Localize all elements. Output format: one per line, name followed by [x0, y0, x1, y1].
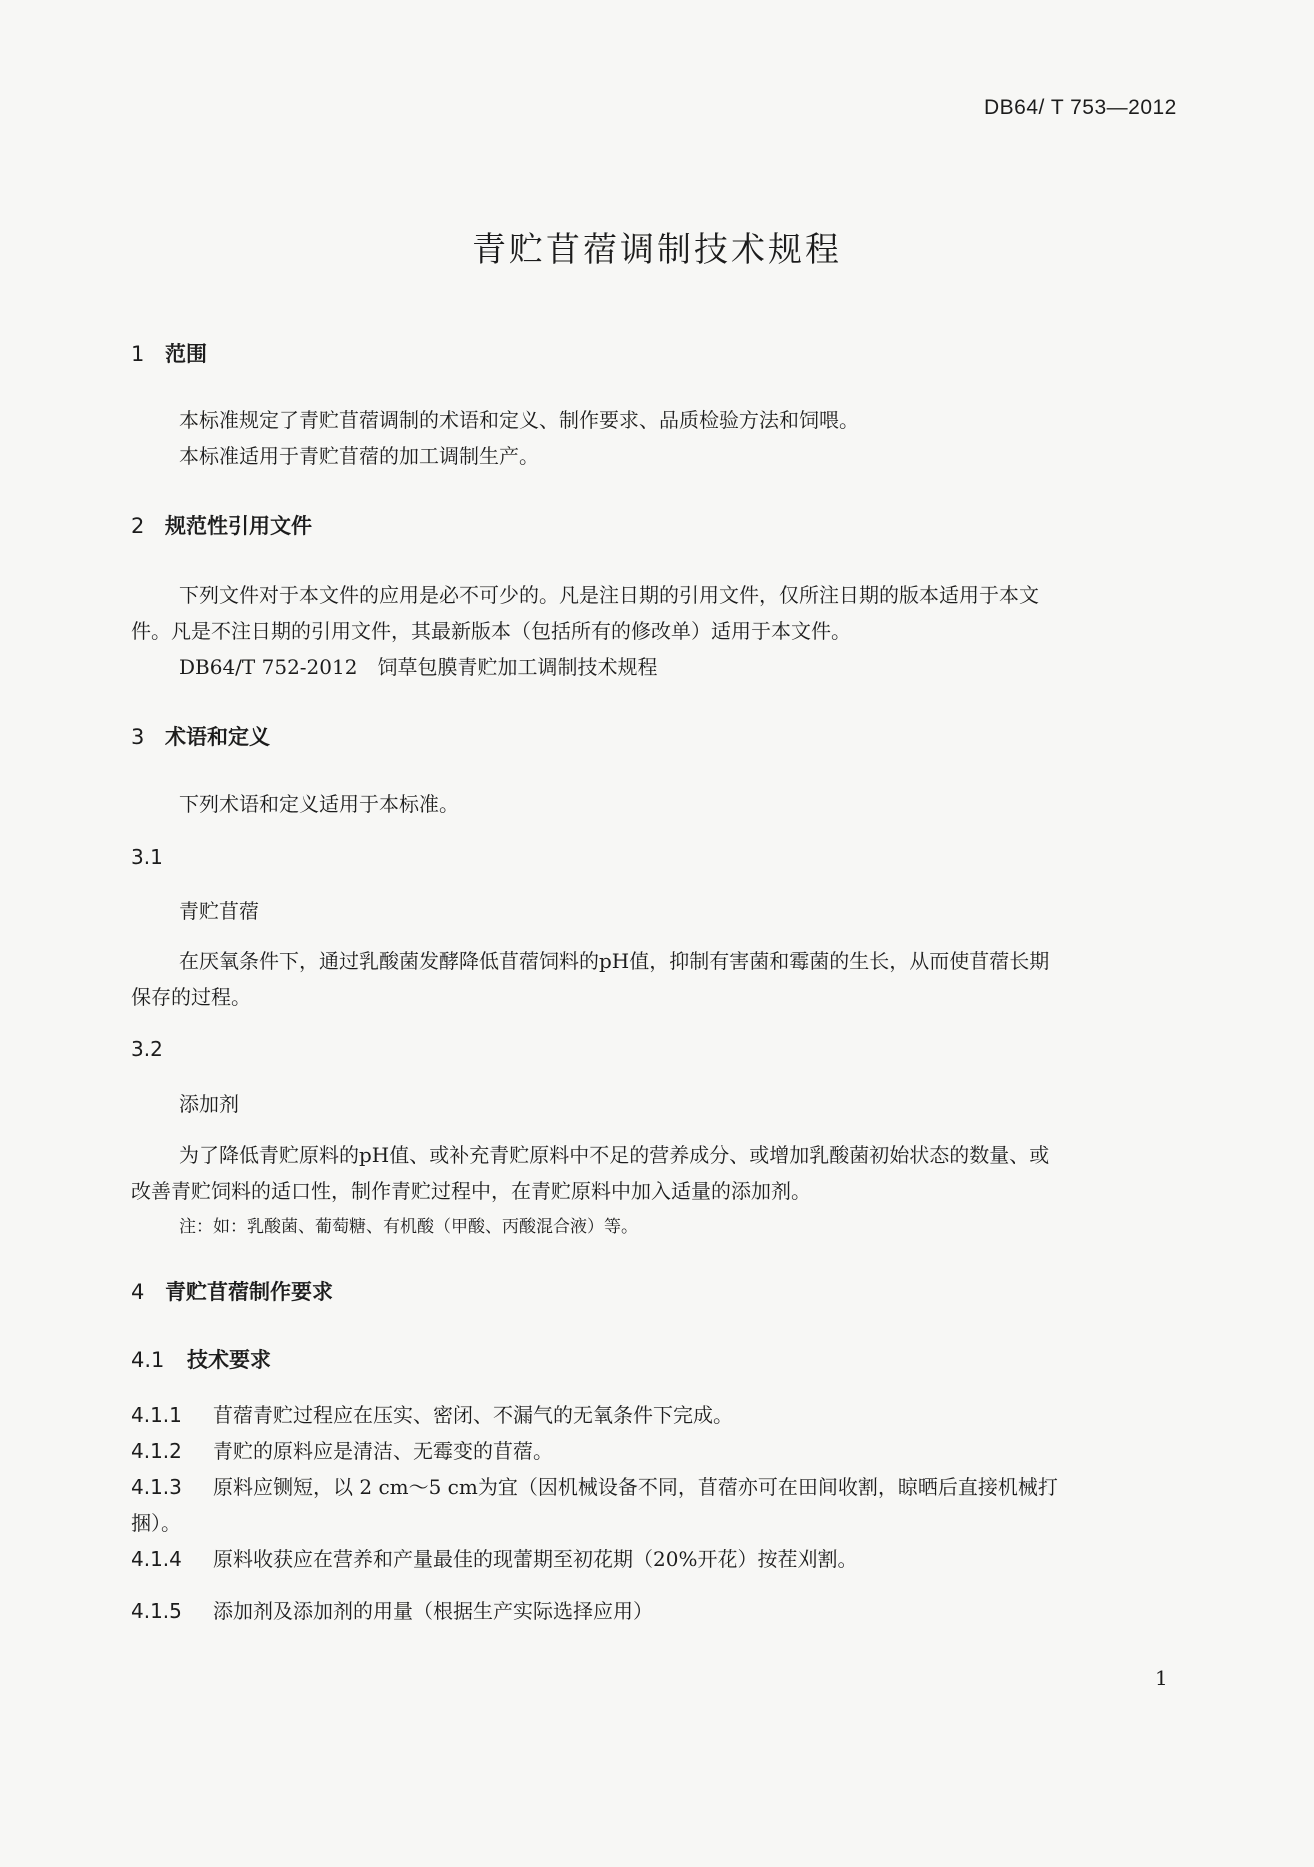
term-2-note: 注：如：乳酸菌、葡萄糖、有机酸（甲酸、丙酸混合液）等。: [179, 1217, 638, 1237]
term-1-number: 3.1: [131, 845, 163, 869]
term-2-definition-line-1: 为了降低青贮原料的pH值、或补充青贮原料中不足的营养成分、或增加乳酸菌初始状态的数量、或: [179, 1143, 1050, 1167]
section-4-number: 4: [131, 1280, 145, 1304]
item-4-1-5-number: 4.1.5: [131, 1599, 182, 1623]
term-2-name: 添加剂: [179, 1092, 239, 1116]
item-4-1-2-text: 青贮的原料应是清洁、无霉变的苜蓿。: [213, 1439, 553, 1463]
section-2-paragraph-line-1: 下列文件对于本文件的应用是必不可少的。凡是注日期的引用文件，仅所注日期的版本适用于本文: [179, 583, 1039, 607]
section-2-title: 规范性引用文件: [165, 514, 312, 538]
item-4-1-3-text-line-1: 原料应铡短，以 2 cm～5 cm为宜（因机械设备不同，苜蓿亦可在田间收割，晾晒后直接机械打: [213, 1475, 1058, 1499]
section-1-paragraph-2: 本标准适用于青贮苜蓿的加工调制生产。: [179, 444, 539, 468]
item-4-1-2: [131, 1433, 553, 1469]
item-4-1-3-number: 4.1.3: [131, 1475, 182, 1499]
section-1-number: 1: [131, 342, 145, 366]
item-4-1-3-text-line-2: 捆）。: [131, 1511, 181, 1535]
term-1-name: 青贮苜蓿: [179, 899, 259, 923]
section-1-title: 范围: [165, 342, 207, 366]
normative-reference: DB64/T 752-2012 饲草包膜青贮加工调制技术规程: [179, 655, 658, 679]
document-title: 青贮苜蓿调制技术规程: [472, 230, 842, 270]
section-1-heading: [131, 338, 207, 368]
item-4-1-5: [131, 1593, 653, 1629]
standard-code: DB64/ T 753—2012: [984, 96, 1177, 119]
term-2-number: 3.2: [131, 1037, 163, 1061]
item-4-1-1-text: 苜蓿青贮过程应在压实、密闭、不漏气的无氧条件下完成。: [213, 1403, 733, 1427]
section-2-number: 2: [131, 514, 145, 538]
term-1-definition-line-1: 在厌氧条件下，通过乳酸菌发酵降低苜蓿饲料的pH值，抑制有害菌和霉菌的生长，从而使苜蓿长期: [179, 949, 1050, 973]
section-3-number: 3: [131, 725, 145, 749]
section-2-paragraph-line-2: 件。凡是不注日期的引用文件，其最新版本（包括所有的修改单）适用于本文件。: [131, 619, 851, 643]
item-4-1-1: [131, 1397, 733, 1433]
item-4-1-3: [131, 1469, 1058, 1505]
section-4-1-number: 4.1: [131, 1348, 165, 1372]
section-4-1-heading: [131, 1344, 271, 1374]
section-4-heading: [131, 1276, 333, 1306]
term-1-definition-line-2: 保存的过程。: [131, 985, 251, 1009]
section-3-intro: 下列术语和定义适用于本标准。: [179, 792, 459, 816]
item-4-1-4-text: 原料收获应在营养和产量最佳的现蕾期至初花期（20%开花）按茬刈割。: [213, 1547, 858, 1571]
section-2-heading: [131, 510, 312, 540]
item-4-1-4: [131, 1541, 857, 1577]
page-number: 1: [1155, 1666, 1168, 1690]
item-4-1-1-number: 4.1.1: [131, 1403, 182, 1427]
term-2-definition-line-2: 改善青贮饲料的适口性，制作青贮过程中，在青贮原料中加入适量的添加剂。: [131, 1179, 811, 1203]
item-4-1-5-text: 添加剂及添加剂的用量（根据生产实际选择应用）: [213, 1599, 653, 1623]
section-1-paragraph-1: 本标准规定了青贮苜蓿调制的术语和定义、制作要求、品质检验方法和饲喂。: [179, 408, 859, 432]
section-3-title: 术语和定义: [165, 725, 270, 749]
item-4-1-2-number: 4.1.2: [131, 1439, 182, 1463]
item-4-1-4-number: 4.1.4: [131, 1547, 182, 1571]
section-4-1-title: 技术要求: [187, 1348, 271, 1372]
section-3-heading: [131, 721, 270, 751]
section-4-title: 青贮苜蓿制作要求: [165, 1280, 333, 1304]
